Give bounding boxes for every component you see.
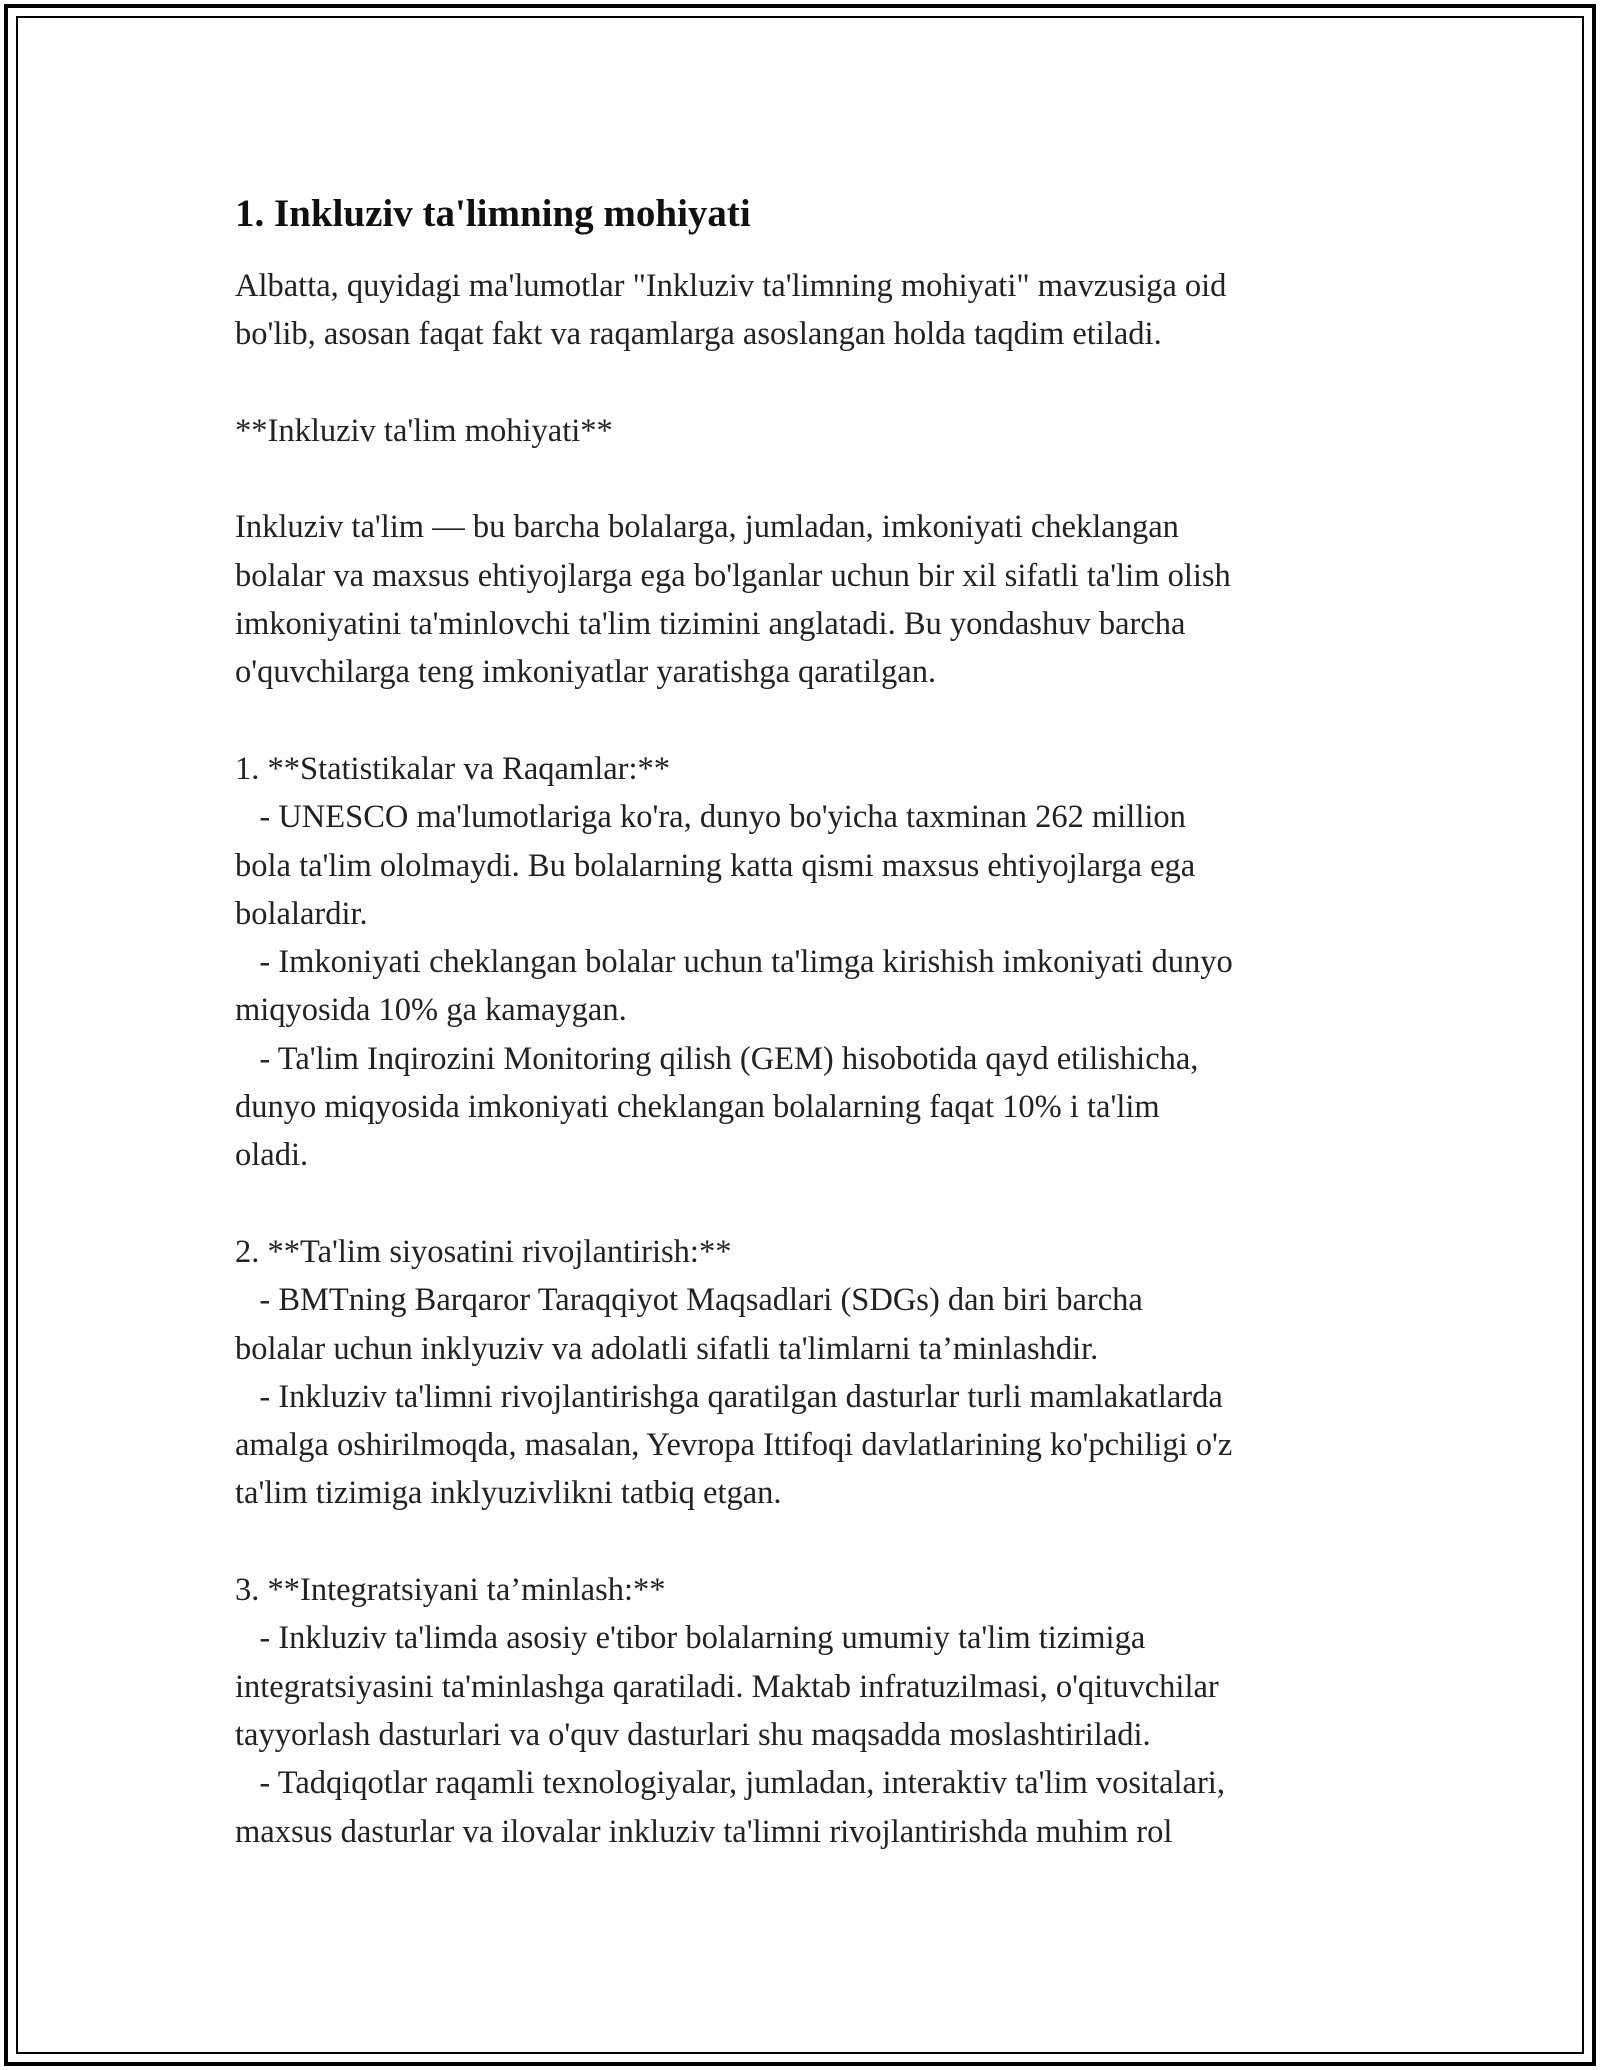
document-content bbox=[235, 186, 1375, 1856]
document-title: 1. Inkluziv ta'limning mohiyati bbox=[235, 192, 751, 235]
document-body: Albatta, quyidagi ma'lumotlar "Inkluziv ta'limning mohiyati" mavzusiga oid bo'lib, asosan faqat fakt va raqamlarga asoslangan holda taqdim etiladi. **Inkluziv ta'lim mohiyati** Inkluziv ta'lim — bu barcha bolalarga, jumladan, imkoniyati cheklangan bolalar va maxsus ehtiyojlarga ega bo'lganlar uchun bir xil sifatli ta'lim olish imkoniyatini ta'minlovchi ta'lim tizimini anglatadi. Bu yondashuv barcha o'quvchilarga teng imkoniyatlar yaratishga qaratilgan. 1. **Statistikalar va Raqamlar:** - UNESCO ma'lumotlariga ko'ra, dunyo bo'yicha taxminan 262 million bola ta'lim ololmaydi. Bu bolalarning katta qismi maxsus ehtiyojlarga ega bolalardir. - Imkoniyati cheklangan bolalar uchun ta'limga kirishish imkoniyati dunyo miqyosida 10% ga kamaygan. - Ta'lim Inqirozini Monitoring qilish (GEM) hisobotida qayd etilishicha, dunyo miqyosida imkoniyati cheklangan bolalarning faqat 10% i ta'lim oladi. 2. **Ta'lim siyosatini rivojlantirish:** - BMTning Barqaror Taraqqiyot Maqsadlari (SDGs) dan biri barcha bolalar uchun inklyuziv va adolatli sifatli ta'limlarni ta’minlashdir. - Inkluziv ta'limni rivojlantirishga qaratilgan dasturlar turli mamlakatlarda amalga oshirilmoqda, masalan, Yevropa Ittifoqi davlatlarining ko'pchiligi o'z ta'lim tizimiga inklyuzivlikni tatbiq etgan. 3. **Integratsiyani ta’minlash:** - Inkluziv ta'limda asosiy e'tibor bolalarning umumiy ta'lim tizimiga integratsiyasini ta'minlashga qaratiladi. Maktab infratuzilmasi, o'qituvchilar tayyorlash dasturlari va o'quv dasturlari shu maqsadda moslashtiriladi. - Tadqiqotlar raqamli texnologiyalar, jumladan, interaktiv ta'lim vositalari, maxsus dasturlar va ilovalar inkluziv ta'limni rivojlantirishda muhim rol bbox=[235, 268, 1233, 1850]
